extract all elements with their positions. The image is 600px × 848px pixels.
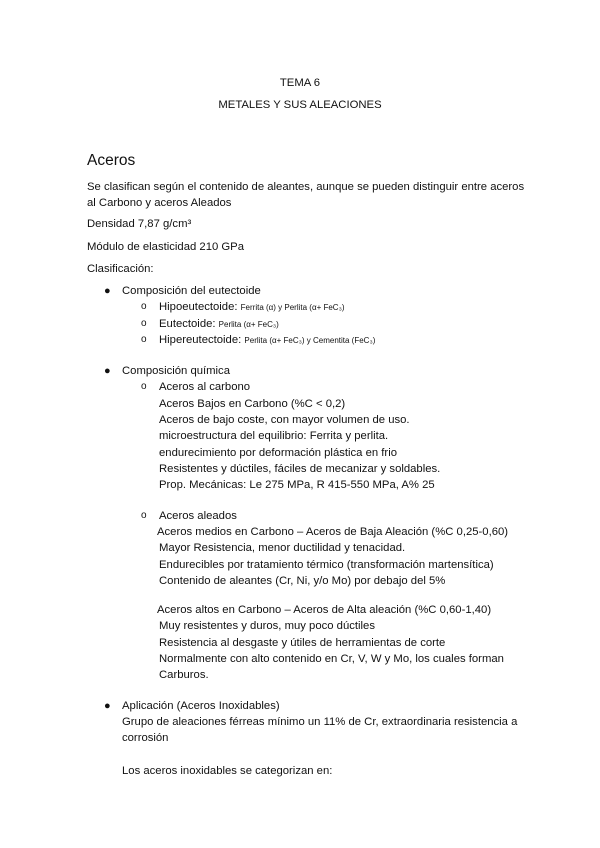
high-alloy-line: Resistencia al desgaste y útiles de herramientas de corte xyxy=(159,637,446,649)
circle-bullet-icon: o xyxy=(141,318,147,329)
circle-bullet-icon: o xyxy=(141,334,147,345)
circle-bullet-icon: o xyxy=(141,510,147,521)
carbon-steel-label: Aceros al carbono xyxy=(159,381,251,393)
application-title: Aplicación (Aceros Inoxidables) xyxy=(122,700,280,712)
density-text: Densidad 7,87 g/cm³ xyxy=(87,218,192,230)
eutectoid-item xyxy=(159,333,375,348)
circle-bullet-icon: o xyxy=(141,381,147,392)
eutectoid-item-detail: Ferrita (α) y Perlita (α+ FeC₃) xyxy=(240,303,345,312)
intro-line: al Carbono y aceros Aleados xyxy=(87,197,232,209)
carbon-steel-line: Resistentes y dúctiles, fáciles de mecanizar y soldables. xyxy=(159,463,441,475)
carbon-steel-line: Aceros Bajos en Carbono (%C < 0,2) xyxy=(159,398,346,410)
section-heading: Aceros xyxy=(87,152,136,169)
document-subtitle: METALES Y SUS ALEACIONES xyxy=(218,99,382,111)
eutectoid-item xyxy=(159,317,279,332)
medium-alloy-line: Mayor Resistencia, menor ductilidad y tenacidad. xyxy=(159,542,406,554)
eutectoid-item-label: Hipereutectoide: xyxy=(159,334,242,346)
high-alloy-line: Muy resistentes y duros, muy poco dúctiles xyxy=(159,620,375,632)
chemical-title: Composición química xyxy=(122,365,230,377)
bullet-icon: ● xyxy=(104,285,111,297)
high-alloy-line: Carburos. xyxy=(159,669,209,681)
document-title: TEMA 6 xyxy=(279,77,321,89)
bullet-icon: ● xyxy=(104,700,111,712)
medium-alloy-line: Contenido de aleantes (Cr, Ni, y/o Mo) por debajo del 5% xyxy=(159,575,446,587)
stainless-categories-text: Los aceros inoxidables se categorizan en: xyxy=(122,765,333,777)
intro-line: Se clasifican según el contenido de aleantes, aunque se pueden distinguir entre aceros xyxy=(87,181,525,193)
circle-bullet-icon: o xyxy=(141,301,147,312)
carbon-steel-line: microestructura del equilibrio: Ferrita y perlita. xyxy=(159,430,389,442)
alloyed-steel-label: Aceros aleados xyxy=(159,510,237,522)
high-alloy-line: Aceros altos en Carbono – Aceros de Alta aleación (%C 0,60-1,40) xyxy=(157,604,492,616)
modulus-text: Módulo de elasticidad 210 GPa xyxy=(87,241,245,253)
eutectoid-item-detail: Perlita (α+ FeC₃) xyxy=(218,320,279,329)
medium-alloy-line: Aceros medios en Carbono – Aceros de Baja Aleación (%C 0,25-0,60) xyxy=(157,526,509,538)
eutectoid-item-label: Eutectoide: xyxy=(159,318,216,330)
eutectoid-item-detail: Perlita (α+ FeC₃) y Cementita (FeC₃) xyxy=(244,336,376,345)
bullet-icon: ● xyxy=(104,365,111,377)
medium-alloy-line: Endurecibles por tratamiento térmico (transformación martensítica) xyxy=(159,559,494,571)
classification-label: Clasificación: xyxy=(87,263,154,275)
carbon-steel-line: endurecimiento por deformación plástica en frio xyxy=(159,447,397,459)
high-alloy-line: Normalmente con alto contenido en Cr, V, W y Mo, los cuales forman xyxy=(159,653,504,665)
application-line: corrosión xyxy=(122,732,169,744)
eutectoid-item-label: Hipoeutectoide: xyxy=(159,301,238,313)
application-line: Grupo de aleaciones férreas mínimo un 11% de Cr, extraordinaria resistencia a xyxy=(122,716,518,728)
eutectoid-title: Composición del eutectoide xyxy=(122,285,261,297)
carbon-steel-line: Prop. Mecánicas: Le 275 MPa, R 415-550 MPa, A% 25 xyxy=(159,479,435,491)
carbon-steel-line: Aceros de bajo coste, con mayor volumen de uso. xyxy=(159,414,410,426)
eutectoid-item xyxy=(159,300,345,315)
